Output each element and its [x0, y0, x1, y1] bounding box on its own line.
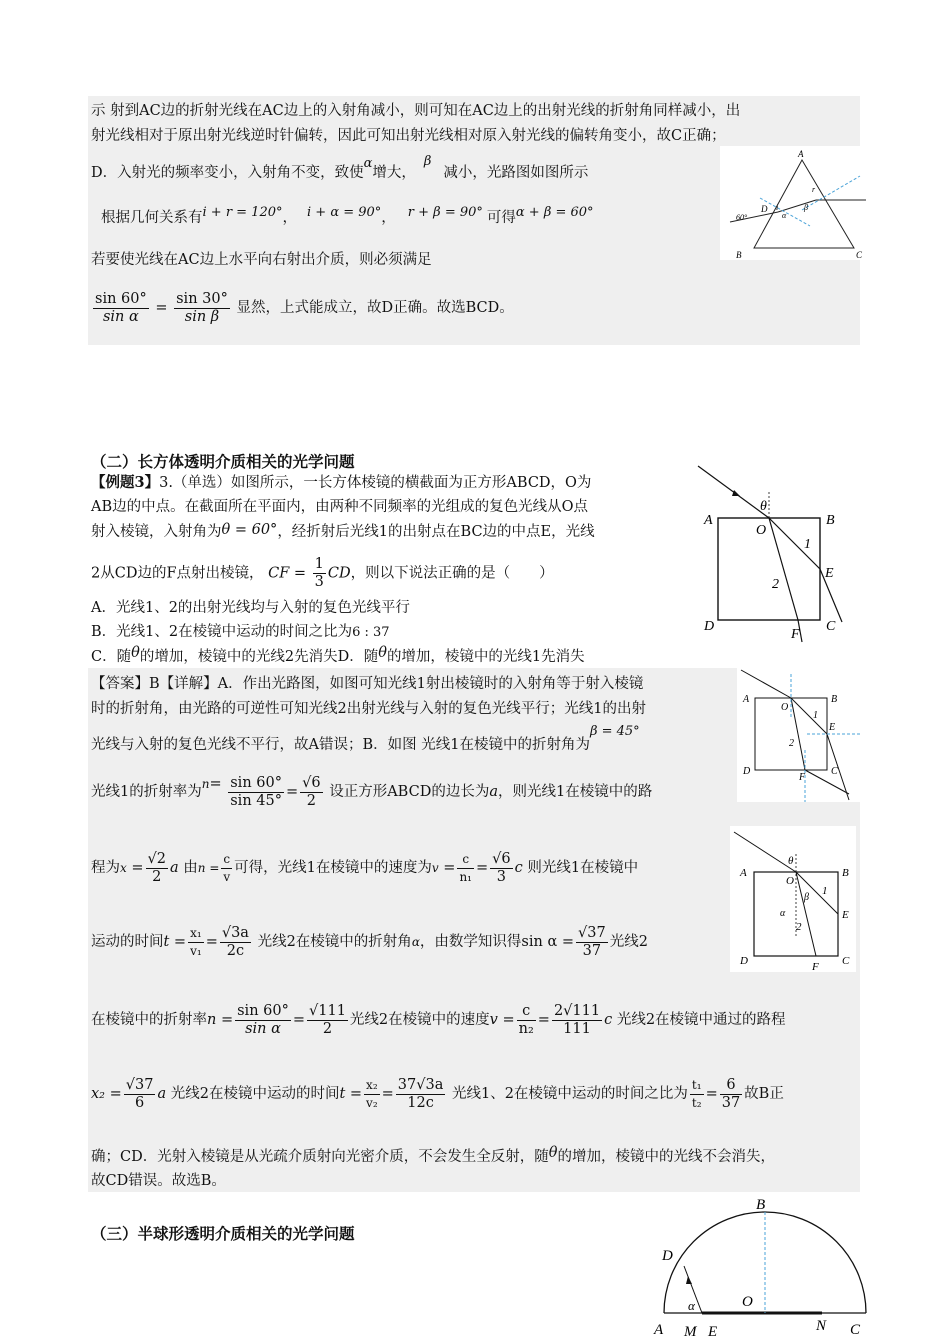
text-line: 根据几何关系有i + r = 120°， i + α = 90°， r + β = 90° 可得α + β = 60°: [101, 205, 594, 226]
svg-text:C: C: [856, 250, 863, 260]
section-heading: （三）半球形透明介质相关的光学问题: [91, 1225, 355, 1243]
svg-text:D: D: [740, 955, 748, 967]
svg-text:θ: θ: [788, 855, 794, 867]
svg-text:C: C: [850, 1322, 861, 1338]
fraction: $\frac{c}{\text{n₁}}$: [459, 851, 472, 884]
text-line: 【例题3】3.（单选）如图所示，一长方体棱镜的横截面为正方形ABCD，O为: [91, 474, 592, 491]
svg-text:α: α: [780, 908, 786, 919]
fraction: $\frac{\sin 60^\circ}{\text{sin α}}$: [237, 1002, 289, 1037]
svg-text:2: 2: [772, 577, 779, 592]
svg-text:D: D: [704, 619, 715, 634]
text-line: 示 射到AC边的折射光线在AC边上的入射角减小，则可知在AC边上的出射光线的折射角同样减小，出: [91, 103, 741, 119]
fraction: $\frac{\sin 30^\circ}{\text{sin β}}$: [176, 290, 228, 325]
svg-text:D: D: [662, 1248, 673, 1264]
svg-text:A: A: [740, 867, 747, 879]
svg-text:D: D: [743, 766, 751, 777]
svg-text:F: F: [812, 961, 819, 972]
square-prism-figure-2: [737, 660, 861, 802]
svg-text:β: β: [804, 203, 808, 212]
svg-text:C: C: [842, 955, 850, 967]
option-a: A．光线1、2的出射光线均与入射的复色光线平行: [91, 600, 410, 616]
svg-text:D: D: [761, 204, 768, 214]
svg-text:E: E: [825, 566, 834, 581]
svg-text:O: O: [781, 702, 789, 713]
section-heading: （二）长方体透明介质相关的光学问题: [91, 453, 355, 471]
option-c-d: C．随θ的增加，棱镜中的光线2先消失D．随θ的增加，棱镜中的光线1先消失: [91, 645, 585, 665]
square-prism-figure: [696, 462, 846, 644]
svg-text:E: E: [842, 909, 849, 921]
text-line: 射入棱镜，入射角为θ = 60°，经折射后光线1的出射点在BC边的中点E，光线: [91, 522, 595, 540]
text-line: D．入射光的频率变小，入射角不变，致使α增大，β减小，光路图如图所示: [91, 154, 589, 181]
svg-text:1: 1: [822, 885, 828, 897]
fraction: $\frac{\text{t₁}}{\text{t₂}}$: [691, 1077, 702, 1110]
text-line: 【答案】B【详解】A．作出光路图，如图可知光线1射出棱镜时的入射角等于射入棱镜: [91, 676, 644, 692]
fraction: $\frac{√6}{3}$: [492, 850, 511, 885]
fraction: $\frac{1}{3}$: [314, 556, 324, 590]
svg-text:60°: 60°: [736, 213, 748, 222]
text-line: 在棱镜中的折射率n = $\frac{\sin 60^\circ}{\text{sin α}}$ = $\frac{√111}{2}$ 光线2在棱镜中的速度v = $\frac{c}{\text{n₂}}$ = $\frac{2√111}{111}$ c 光线2在棱镜中通过的路程: [91, 1002, 786, 1037]
hemisphere-figure: [646, 1192, 876, 1344]
text-line: 时的折射角，由光路的可逆性可知光线2出射光线与入射的复色光线平行；光线1的出射: [91, 701, 646, 717]
fraction: $\frac{√2}{2}$: [147, 850, 167, 885]
svg-text:A: A: [704, 513, 713, 528]
text-line: 故CD错误。故选B。: [91, 1173, 226, 1189]
svg-text:i: i: [776, 203, 779, 212]
prism-figure: [720, 146, 868, 260]
svg-text:A: A: [743, 694, 750, 705]
svg-text:1: 1: [813, 710, 818, 721]
svg-text:N: N: [816, 1318, 827, 1334]
fraction: $\frac{√37}{37}$: [578, 924, 606, 959]
fraction: $\frac{c}{v}$: [223, 851, 231, 884]
text-line: $\frac{\sin 60^\circ}{\text{sin α}}$ = $\frac{\sin 30^\circ}{\text{sin β}}$ 显然，上式能成立，故D正确。故选BCD。: [95, 290, 514, 325]
fraction: $\frac{\text{x₁}}{\text{v₁}}$: [190, 925, 202, 958]
fraction: $\frac{√111}{2}$: [309, 1002, 346, 1037]
svg-text:1: 1: [804, 537, 811, 552]
text-line: 运动的时间t = $\frac{\text{x₁}}{\text{v₁}}$ = $\frac{√3a}{2c}$ 光线2在棱镜中的折射角α，由数学知识得sin α = $\frac{√37}{37}$ 光线2: [91, 924, 648, 959]
svg-text:O: O: [756, 523, 767, 538]
svg-text:F: F: [791, 627, 800, 642]
svg-text:F: F: [799, 772, 806, 783]
svg-text:O: O: [786, 875, 794, 887]
svg-text:2: 2: [789, 738, 794, 749]
svg-text:B: B: [736, 250, 742, 260]
svg-text:α: α: [688, 1298, 695, 1313]
fraction: $\frac{√3a}{2c}$: [221, 924, 249, 959]
text-line: 光线1的折射率为$^n$= $\frac{\sin 60^\circ}{\sin 45^\circ}$ = $\frac{√6}{2}$ 设正方形ABCD的边长为a，则光线1在棱镜中的路: [91, 774, 653, 809]
svg-text:E: E: [829, 722, 836, 733]
fraction: $\frac{2√111}{111}$: [553, 1002, 601, 1037]
svg-text:E: E: [708, 1324, 718, 1340]
text-line: 确；CD．光射入棱镜是从光疏介质射向光密介质，不会发生全反射，随θ的增加，棱镜中的光线不会消失，: [91, 1145, 775, 1165]
svg-text:β: β: [804, 892, 809, 903]
option-b: B．光线1、2在棱镜中运动的时间之比为6 : 37: [91, 624, 390, 640]
fraction: $\frac{37√3a}{12c}$: [397, 1076, 444, 1111]
text-line: 程为x = $\frac{√2}{2}$ a 由n = $\frac{c}{v}$ 可得，光线1在棱镜中的速度为v = $\frac{c}{\text{n₁}}$ = $\frac{√6}{3}$ c 则光线1在棱镜中: [91, 850, 639, 885]
svg-text:2: 2: [796, 921, 802, 933]
svg-text:M: M: [684, 1324, 697, 1340]
fraction: $\frac{6}{37}$: [721, 1076, 741, 1111]
svg-text:θ: θ: [760, 499, 767, 514]
svg-text:B: B: [842, 867, 849, 879]
svg-text:C: C: [831, 766, 838, 777]
fraction: $\frac{√37}{6}$: [125, 1076, 154, 1111]
svg-text:α: α: [782, 211, 787, 220]
text-line: AB边的中点。在截面所在平面内，由两种不同频率的光组成的复色光线从O点: [91, 499, 589, 515]
text-line: 若要使光线在AC边上水平向右射出介质，则必须满足: [91, 252, 432, 268]
text-line: 光线与入射的复色光线不平行，故A错误；B．如图 光线1在棱镜中的折射角为β = 45°: [91, 724, 640, 753]
square-prism-figure-3: [730, 826, 856, 972]
svg-text:B: B: [831, 694, 838, 705]
svg-text:O: O: [742, 1294, 753, 1310]
svg-text:r: r: [812, 185, 816, 194]
fraction: $\frac{√6}{2}$: [302, 774, 321, 809]
text-line: 射光线相对于原出射光线逆时针偏转，因此可知出射光线相对原入射光线的偏转角变小，故C正确；: [91, 128, 726, 144]
svg-text:A: A: [654, 1322, 664, 1338]
svg-text:B: B: [756, 1197, 766, 1213]
fraction: $\frac{\sin 60^\circ}{\sin 45^\circ}$: [230, 774, 282, 809]
text-line: 2从CD边的F点射出棱镜， CF = $\frac{1}{3}$ CD，则以下说法正确的是（ ）: [91, 556, 554, 590]
svg-text:C: C: [826, 619, 836, 634]
svg-text:B: B: [826, 513, 835, 528]
fraction: $\frac{\sin 60^\circ}{\text{sin α}}$: [95, 290, 147, 325]
svg-text:A: A: [798, 149, 804, 159]
fraction: $\frac{c}{\text{n₂}}$: [518, 1002, 534, 1037]
text-line: x₂ = $\frac{√37}{6}$ a 光线2在棱镜中运动的时间t = $\frac{\text{x₂}}{\text{v₂}}$ = $\frac{37√3a}{12c}$ 光线1、2在棱镜中运动的时间之比为 $\frac{\text{t₁}}{\text{t₂}}$ = $\frac{6}{37}$ 故B正: [91, 1076, 784, 1111]
fraction: $\frac{\text{x₂}}{\text{v₂}}$: [366, 1077, 378, 1110]
